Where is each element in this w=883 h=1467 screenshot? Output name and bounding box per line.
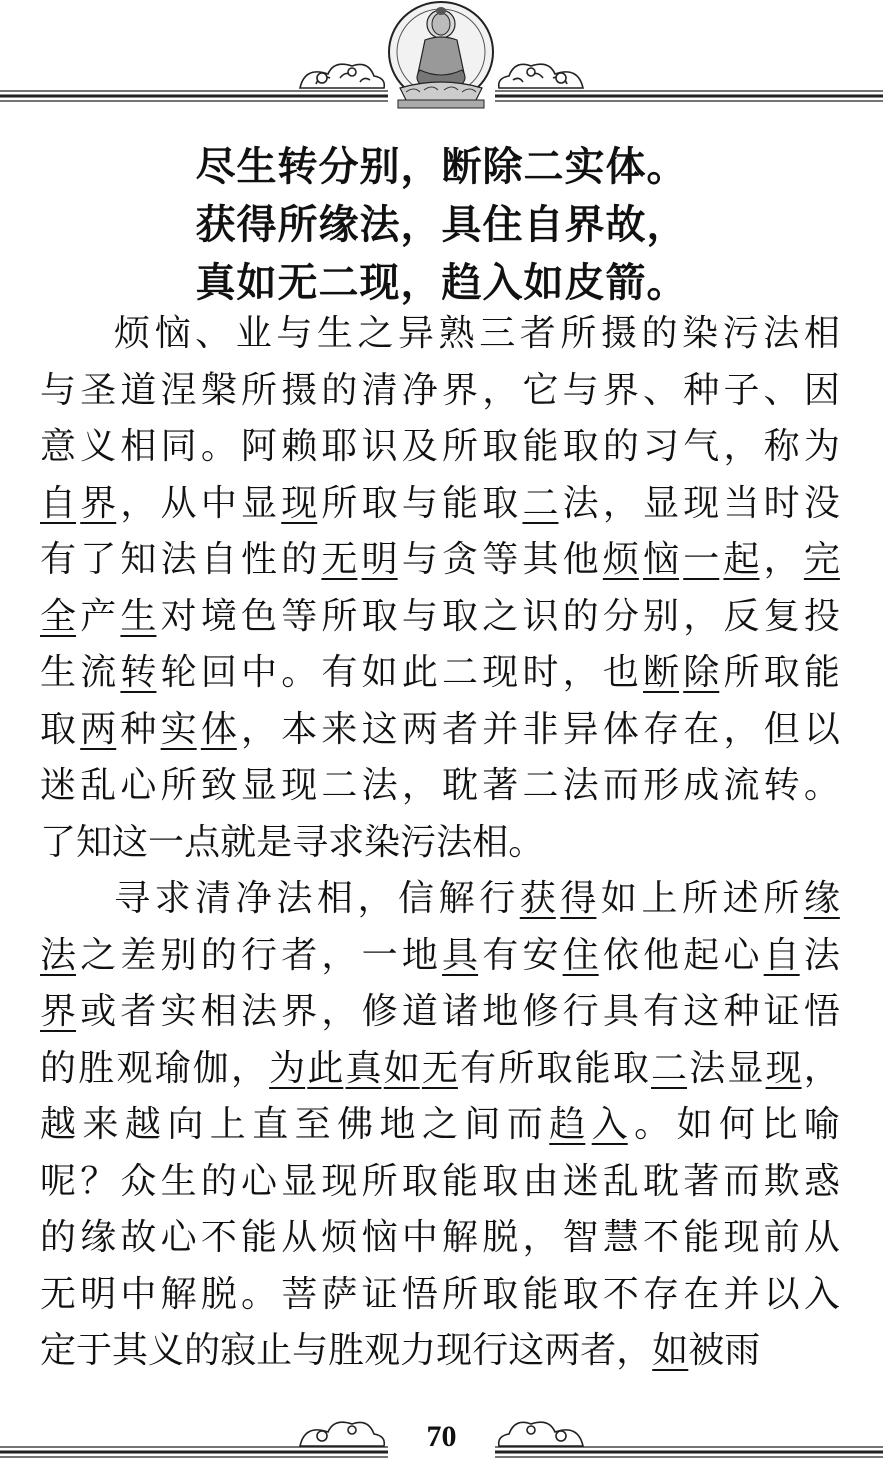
text-line: 有 了 知 法 自 性 的 无 明 与 贪 等 其 他 烦 恼 一 起 ， 完	[40, 539, 840, 580]
text-line: 呢 ？ 众 生 的 心 显 现 所 取 能 取 由 迷 乱 耽 著 而 欺 惑	[40, 1160, 840, 1202]
text-line: 的 胜 观 瑜 伽 ， 为 此 真 如 无 有 所 取 能 取 二 法 显 现 ，	[40, 1047, 840, 1089]
text-line: 越 来 越 向 上 直 至 佛 地 之 间 而 趋 入 。 如 何 比 喻	[40, 1104, 840, 1145]
commentary-text	[40, 306, 840, 1380]
text-line: 生 流 转 轮 回 中 。 有 如 此 二 现 时 ， 也 断 除 所 取 能	[40, 652, 840, 693]
text-line: 全 产 生 对 境 色 等 所 取 与 取 之 识 的 分 别 ， 反 复 投	[40, 595, 840, 637]
verse-line: 真如无二现，趋入如皮箭。	[195, 260, 688, 306]
header-ornament	[0, 0, 883, 112]
verse-block	[0, 138, 883, 312]
text-line: 意 义 相 同 。 阿 赖 耶 识 及 所 取 能 取 的 习 气 ， 称 为	[40, 426, 840, 467]
page-number: 70	[426, 1420, 457, 1453]
text-line: 界 或 者 实 相 法 界 ， 修 道 诸 地 修 行 具 有 这 种 证 悟	[40, 991, 840, 1032]
text-line: 定 于 其 义 的 寂 止 与 胜 观 力 现 行 这 两 者 ， 如 被 雨	[40, 1330, 761, 1371]
text-line: 寻 求 清 净 法 相 ， 信 解 行 获 得 如 上 所 述 所 缘	[114, 878, 840, 919]
text-line: 无 明 中 解 脱 。 菩 萨 证 悟 所 取 能 取 不 存 在 并 以 入	[40, 1273, 840, 1315]
cloud-scroll-icon	[300, 64, 384, 88]
text-line: 自 界 ， 从 中 显 现 所 取 与 能 取 二 法 ， 显 现 当 时 没	[40, 482, 840, 524]
buddha-icon	[389, 2, 493, 108]
text-line: 法 之 差 别 的 行 者 ， 一 地 具 有 安 住 依 他 起 心 自 法	[40, 934, 840, 976]
text-line: 了 知 这 一 点 就 是 寻 求 染 污 法 相 。	[40, 821, 545, 863]
text-line: 迷 乱 心 所 致 显 现 二 法 ， 耽 著 二 法 而 形 成 流 转 。	[40, 765, 840, 806]
cloud-scroll-icon	[499, 64, 583, 88]
text-line: 烦 恼 、 业 与 生 之 异 熟 三 者 所 摄 的 染 污 法 相	[114, 313, 840, 354]
text-line: 的 缘 故 心 不 能 从 烦 恼 中 解 脱 ， 智 慧 不 能 现 前 从	[40, 1217, 840, 1258]
text-line: 与 圣 道 涅 槃 所 摄 的 清 净 界 ， 它 与 界 、 种 子 、 因	[40, 369, 840, 411]
text-line: 取 两 种 实 体 ， 本 来 这 两 者 并 非 异 体 存 在 ， 但 以	[40, 708, 840, 750]
verse-line: 获得所缘法，具住自界故，	[195, 202, 688, 248]
verse-line: 尽生转分别，断除二实体。	[195, 144, 688, 190]
